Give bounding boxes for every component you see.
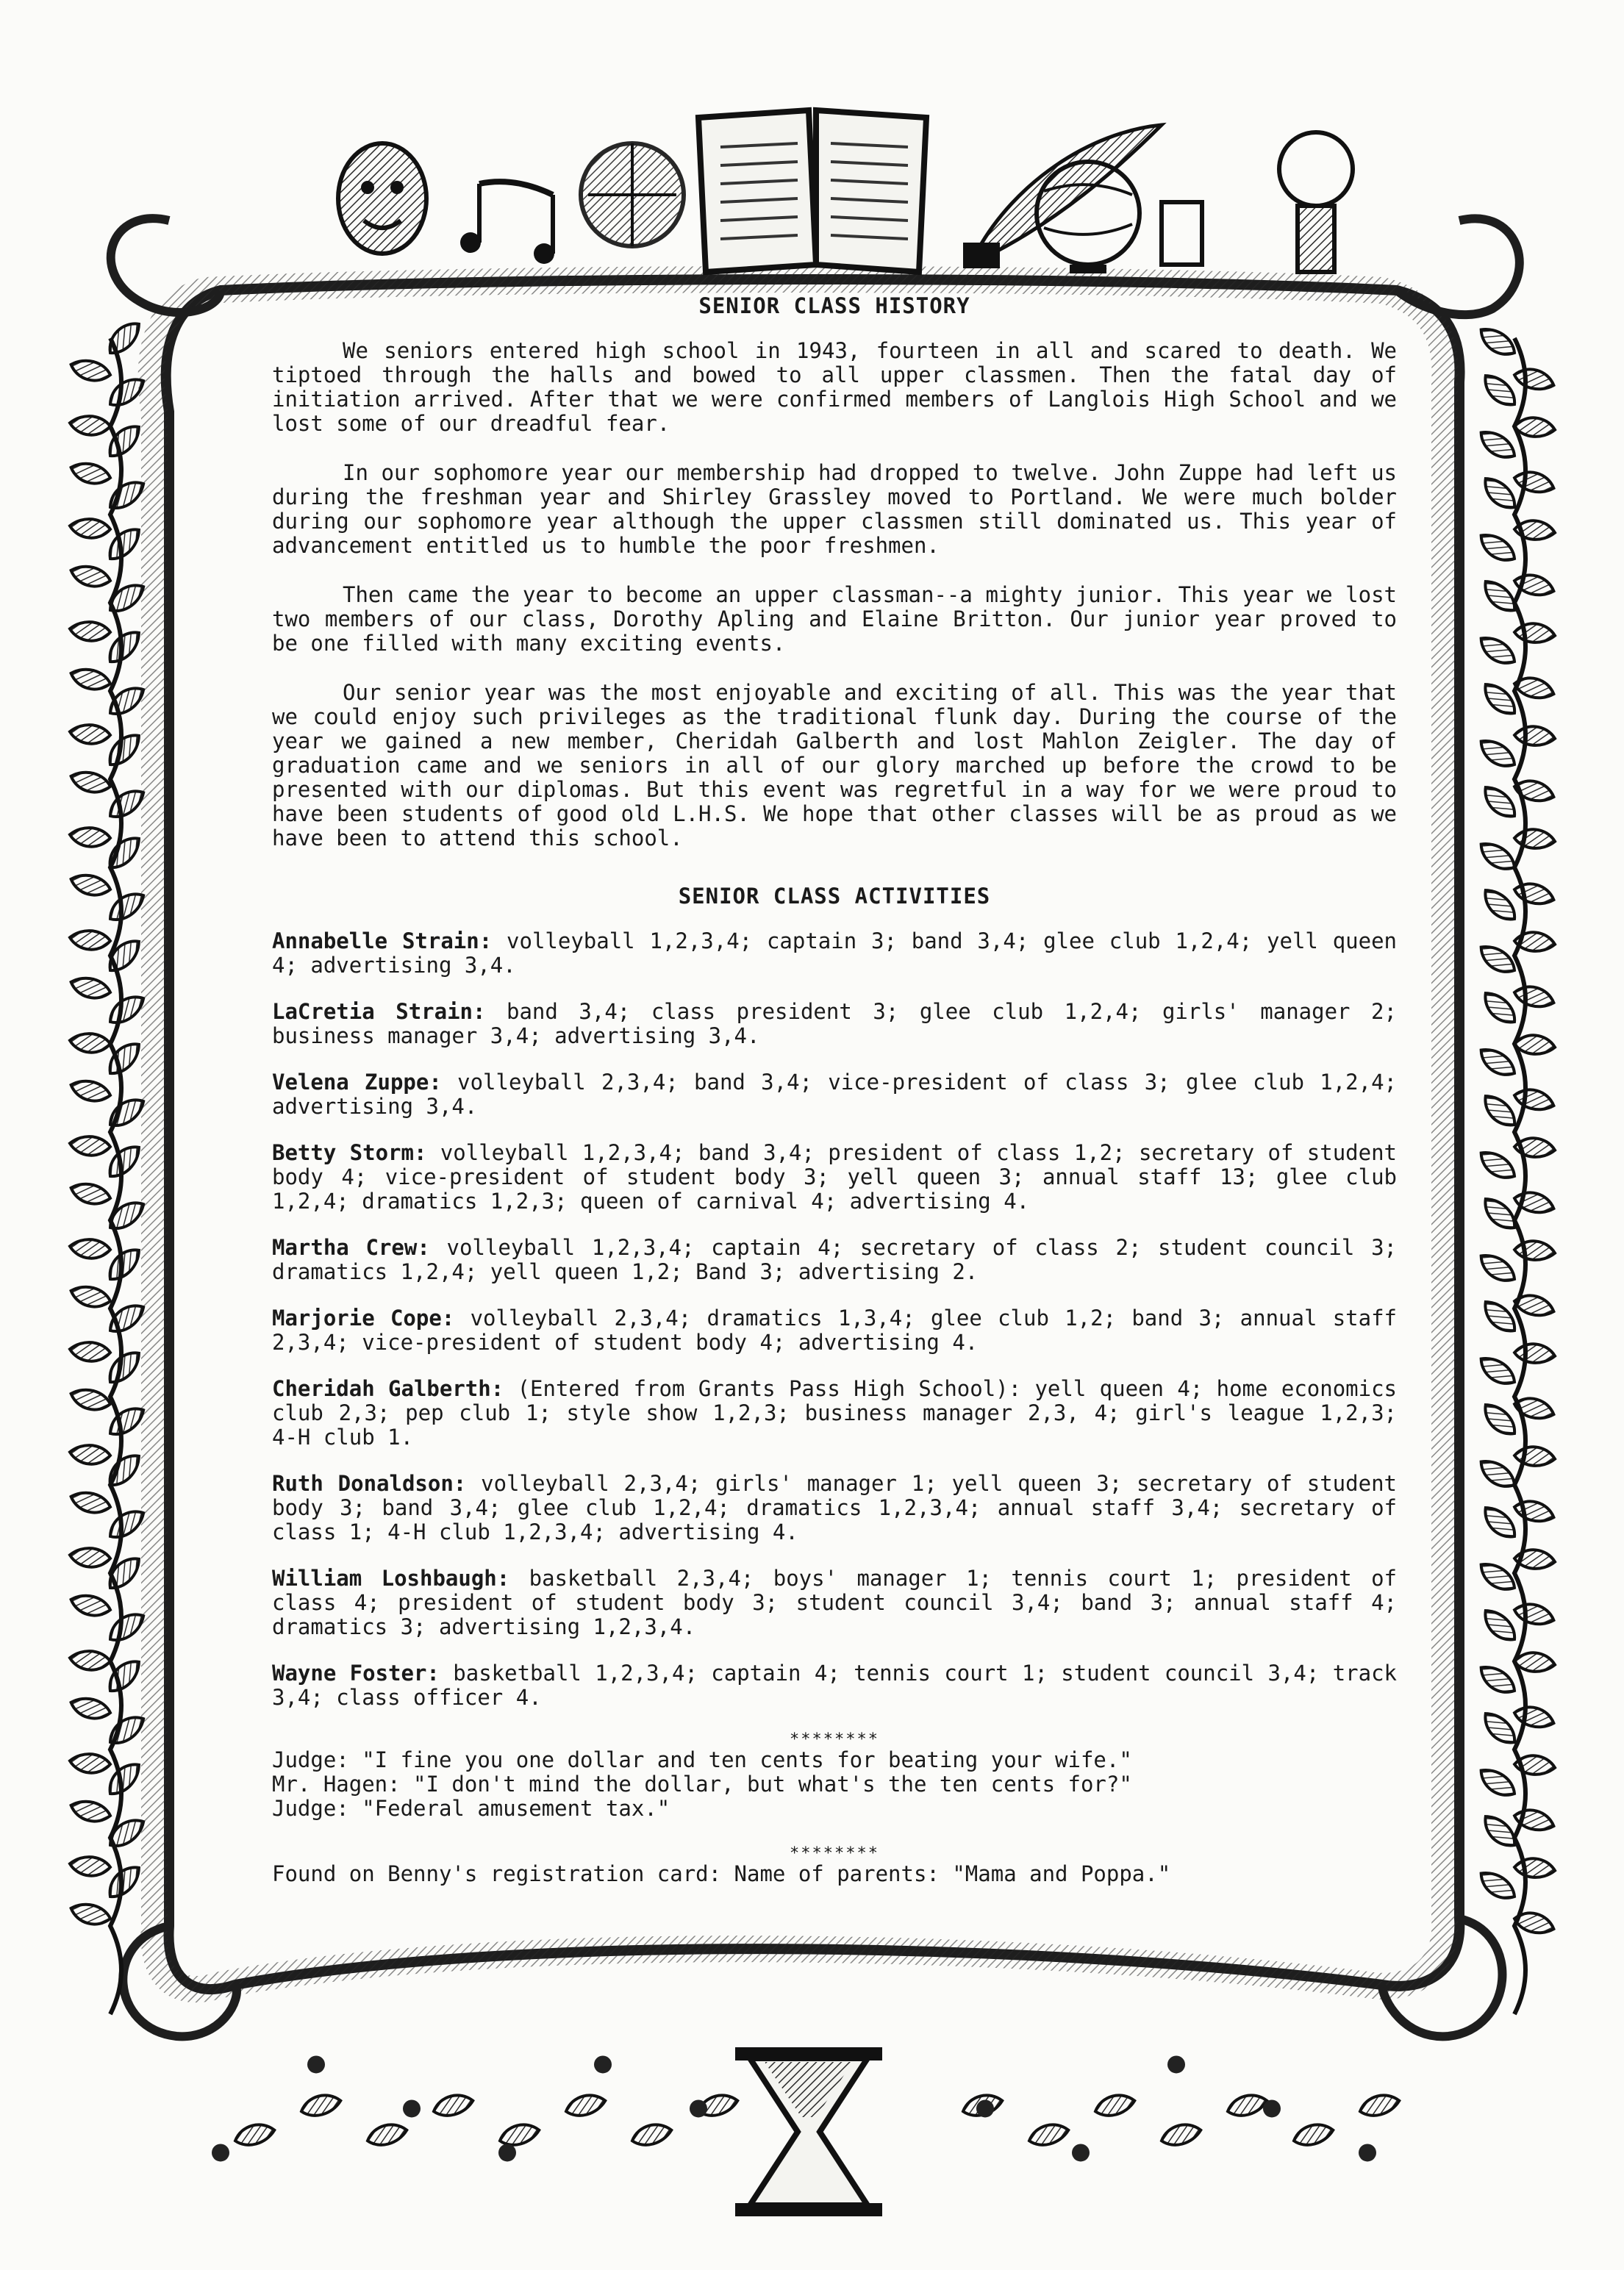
leaf: [1475, 1763, 1519, 1803]
leaf: [68, 972, 112, 1003]
leaf: [1475, 425, 1519, 465]
activity-entry: [272, 1141, 1397, 1214]
dot: [403, 2099, 421, 2117]
page-content: [272, 294, 1397, 1891]
activity-entry: [272, 1567, 1397, 1639]
leaf: [68, 927, 112, 953]
leaf: [1512, 1598, 1556, 1630]
activity-entry: [272, 1661, 1397, 1710]
leaf: [68, 1339, 112, 1364]
leaf: [1226, 2092, 1269, 2118]
music-notes-icon: [460, 182, 554, 264]
leaf: [1475, 837, 1519, 877]
open-book-icon: [698, 110, 926, 272]
leaf: [498, 2122, 541, 2147]
activity-text: (Entered from Grants Pass High School): yell queen 4; home economics club 2,3; pep club 1; style show 1,2,3; business manager 2,3, 4; girl's league 1,2,3; 4-H club 1.: [272, 1376, 1397, 1450]
leaf: [68, 1383, 112, 1415]
leaf: [1027, 2122, 1070, 2147]
activities-list: [272, 929, 1397, 1710]
leaf: [68, 1486, 112, 1518]
activity-entry: [272, 1236, 1397, 1284]
leaf: [1513, 1855, 1556, 1881]
leaf: [68, 1281, 112, 1312]
dot: [976, 2099, 994, 2117]
student-name: Marjorie Cope:: [272, 1306, 455, 1331]
leaf: [1475, 1248, 1519, 1289]
dot: [1263, 2099, 1281, 2117]
history-section: [272, 339, 1397, 851]
leaf: [1475, 1454, 1519, 1494]
activity-text: volleyball 1,2,3,4; captain 3; band 3,4; glee club 1,2,4; yell queen 4; advertising 3,4.: [272, 928, 1397, 978]
dot: [307, 2055, 325, 2073]
leaf: [432, 2092, 475, 2118]
leaf: [1475, 1660, 1519, 1700]
student-name: Martha Crew:: [272, 1235, 430, 1260]
leaf: [1513, 723, 1556, 749]
activity-entry: [272, 1000, 1397, 1048]
dot: [1359, 2144, 1376, 2161]
leaf: [1475, 1866, 1519, 1906]
leaf: [68, 721, 112, 747]
leaf: [1513, 1238, 1556, 1264]
leaf: [68, 1030, 112, 1056]
leaf: [68, 869, 112, 901]
leaf: [68, 1178, 112, 1209]
divider: ********: [790, 1730, 879, 1749]
leaf: [1475, 1351, 1519, 1392]
hourglass-icon: [735, 2047, 882, 2216]
dot: [212, 2144, 229, 2161]
leaf: [68, 1692, 112, 1724]
leaf: [1512, 363, 1556, 395]
history-paragraph: Our senior year was the most enjoyable and exciting of all. This was the year that we could enjoy such privileges as the traditional flunk day. During the course of the year we gained a new member, Cheridah Galberth and lost Mahlon Zeigler. The day of graduation came and we seniors in all of our glory marched up before the crowd to be presented with our diplomas. But this event was regretful in a way for we were proud to have been students of good old L.H.S. We hope that other classes will be as proud as we have been to attend this school.: [272, 680, 1397, 851]
leaf: [1513, 620, 1556, 646]
leaf: [68, 1133, 112, 1159]
activity-entry: [272, 929, 1397, 978]
leaf: [1159, 2122, 1203, 2147]
quill-inkwell-icon: [963, 125, 1162, 268]
activity-text: volleyball 1,2,3,4; captain 4; secretary of class 2; student council 3; dramatics 1,2,4; yell queen 1,2; Band 3; advertising 2.: [272, 1235, 1397, 1284]
history-paragraph: Then came the year to become an upper classman--a mighty junior. This year we lost two members of our class, Dorothy Apling and Elaine Britton. Our junior year proved to be one filled with many exciting events.: [272, 582, 1397, 656]
leaf: [68, 1647, 112, 1673]
student-name: Betty Storm:: [272, 1140, 427, 1165]
activity-text: band 3,4; class president 3; glee club 1,2,4; girls' manager 2; business manager 3,4; advertising 3,4.: [272, 999, 1397, 1048]
leaf: [233, 2122, 276, 2147]
activity-text: basketball 1,2,3,4; captain 4; tennis court 1; student council 3,4; track 3,4; class officer 4.: [272, 1661, 1397, 1710]
leaf: [1512, 1084, 1556, 1115]
leaf: [1513, 1341, 1556, 1367]
leaf: [1475, 631, 1519, 671]
leaf: [1512, 466, 1556, 498]
leaf: [68, 1544, 112, 1570]
activity-entry: [272, 1472, 1397, 1544]
student-name: Annabelle Strain:: [272, 928, 493, 953]
drama-masks-icon: [338, 143, 426, 254]
leaf: [68, 1898, 112, 1930]
leaf: [68, 618, 112, 644]
activity-entry: [272, 1306, 1397, 1355]
leaf: [68, 515, 112, 541]
history-paragraph: In our sophomore year our membership had dropped to twelve. John Zuppe had left us during the freshman year and Shirley Grassley moved to Portland. We were much bolder during our sophomore year although the upper classmen still dominated us. This year of advancement entitled us to humble the poor freshmen.: [272, 460, 1397, 558]
leaf: [299, 2092, 343, 2118]
leaf: [365, 2122, 409, 2147]
leaf: [102, 318, 146, 358]
dot: [690, 2099, 707, 2117]
globe-ball-icon: [581, 143, 684, 246]
leaf: [68, 766, 112, 798]
dot: [498, 2144, 516, 2161]
leaf: [1475, 1557, 1519, 1597]
leaf: [564, 2092, 607, 2118]
activity-entry: [272, 1070, 1397, 1119]
leaf: [68, 1795, 112, 1827]
student-name: Ruth Donaldson:: [272, 1471, 467, 1496]
joke-line: Mr. Hagen: "I don't mind the dollar, but what's the ten cents for?": [272, 1772, 1132, 1797]
leaf: [68, 1750, 112, 1776]
leaf: [1513, 826, 1556, 852]
divider: ********: [790, 1844, 879, 1863]
leaf: [68, 560, 112, 592]
history-paragraph: We seniors entered high school in 1943, fourteen in all and scared to death. We tiptoed through the halls and bowed to all upper classmen. Then the fatal day of initiation arrived. After that we were confirmed members of Langlois High School and we lost some of our dreadful fear.: [272, 338, 1397, 436]
leaf: [68, 1075, 112, 1106]
leaf: [68, 1442, 112, 1467]
activity-entry: [272, 1377, 1397, 1450]
activity-text: volleyball 2,3,4; band 3,4; vice-president of class 3; glee club 1,2,4; advertising 3,4.: [272, 1070, 1398, 1119]
joke-line: Judge: "I fine you one dollar and ten cents for beating your wife.": [272, 1747, 1132, 1772]
leaf: [68, 1589, 112, 1621]
leaf: [1358, 2092, 1401, 2118]
activities-title: SENIOR CLASS ACTIVITIES: [678, 884, 991, 909]
leaf: [1292, 2122, 1335, 2147]
student-name: Velena Zuppe:: [272, 1070, 442, 1095]
student-name: William Loshbaugh:: [272, 1566, 510, 1591]
leaf: [68, 354, 112, 386]
leaf: [1093, 2092, 1137, 2118]
leaf: [1475, 528, 1519, 568]
activity-text: volleyball 2,3,4; dramatics 1,3,4; glee club 1,2; band 3; annual staff 2,3,4; vice-president of student body 4; advertising 4.: [272, 1306, 1397, 1355]
leaf: [68, 1853, 112, 1879]
leaf: [68, 1236, 112, 1261]
leaf: [1475, 939, 1519, 980]
leaf: [68, 457, 112, 489]
leaf: [68, 412, 112, 438]
leaf: [1512, 981, 1556, 1012]
leaf: [68, 824, 112, 850]
student-name: LaCretia Strain:: [272, 999, 486, 1024]
leaf: [1475, 734, 1519, 774]
history-title: SENIOR CLASS HISTORY: [698, 293, 970, 318]
lab-beaker-icon: [1162, 132, 1353, 272]
joke-line: Judge: "Federal amusement tax.": [272, 1796, 670, 1821]
student-name: Wayne Foster:: [272, 1661, 440, 1686]
leaf: [1513, 1444, 1556, 1469]
activity-text: basketball 2,3,4; boys' manager 1; tennis court 1; president of class 4; president of student body 3; student council 3,4; band 3; annual staff 4; dramatics 3; advertising 1,2,3,4.: [272, 1566, 1397, 1639]
student-name: Cheridah Galberth:: [272, 1376, 504, 1401]
joke-registration-card: Found on Benny's registration card: Name of parents: "Mama and Poppa.": [272, 1861, 1171, 1886]
leaf: [1512, 1701, 1556, 1733]
dot: [1167, 2055, 1185, 2073]
activity-text: volleyball 2,3,4; girls' manager 1; yell queen 3; secretary of student body 3; band 3,4; glee club 1,2,4; dramatics 1,2,3,4; annual staff 3,4; secretary of class 1; 4-H club 1,2,3,4; advertising 4.: [272, 1471, 1397, 1544]
dot: [1072, 2144, 1090, 2161]
leaf: [1475, 1042, 1519, 1083]
leaf: [68, 663, 112, 695]
leaf: [630, 2122, 673, 2147]
leaf: [1475, 1145, 1519, 1186]
leaf: [1475, 322, 1519, 362]
activity-text: volleyball 1,2,3,4; band 3,4; president of class 1,2; secretary of student body 4; vice-president of student body 3; yell queen 3; annual staff 13; glee club 1,2,4; dramatics 1,2,3; queen of carnival 4; advertising 4.: [272, 1140, 1397, 1214]
joke-judge: [272, 1748, 1397, 1821]
dot: [594, 2055, 612, 2073]
